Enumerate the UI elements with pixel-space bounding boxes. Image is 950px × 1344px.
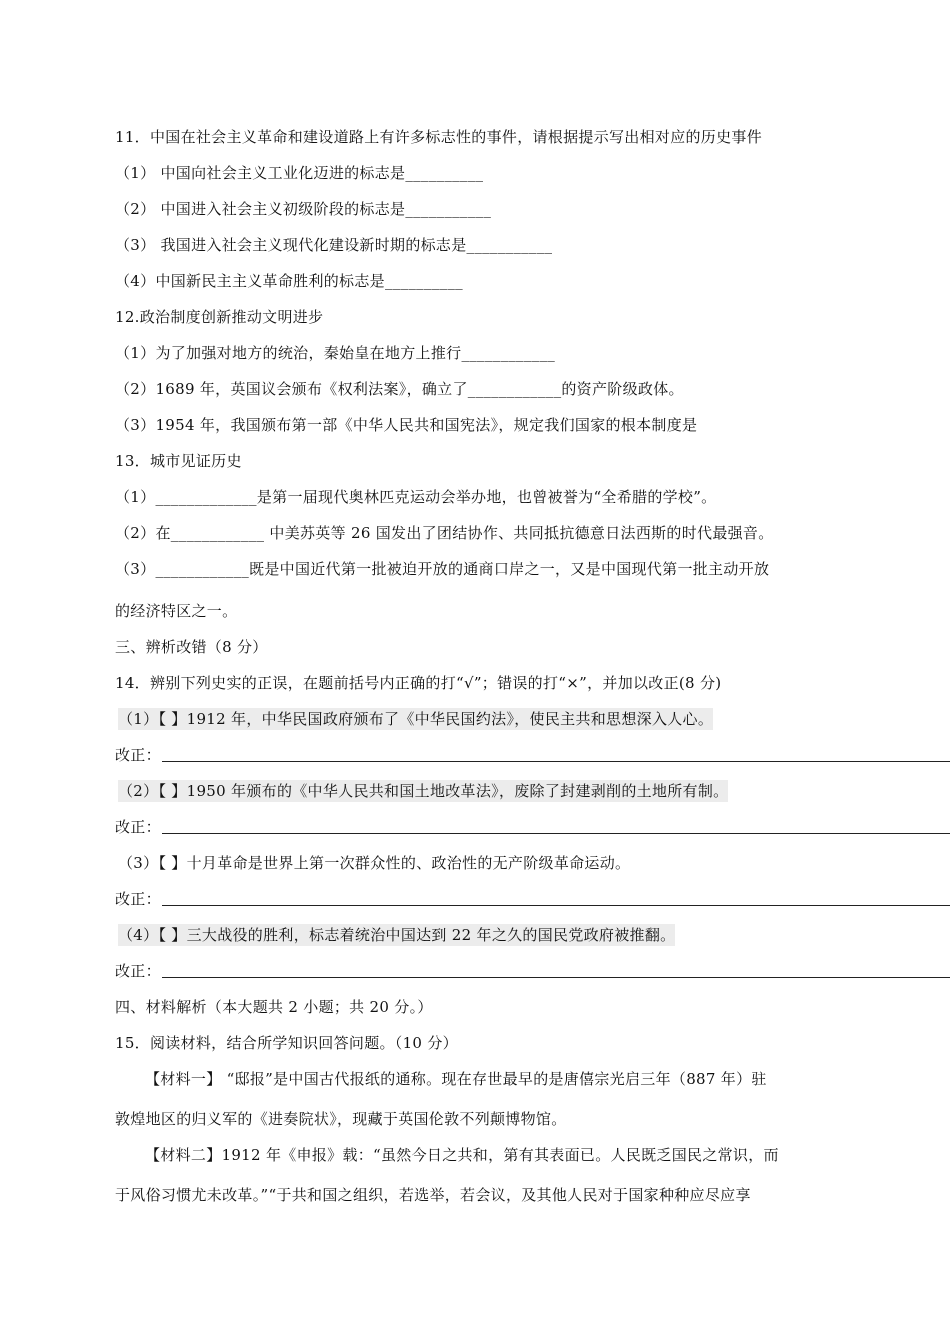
q14-stem: 14．辨别下列史实的正误，在题前括号内正确的打“√”；错误的打“×”，并加以改正(8 分) (115, 674, 722, 692)
q13-item-2: （2）在____________ 中美苏英等 26 国发出了团结协作、共同抵抗德意日法西斯的时代最强音。 (115, 524, 774, 542)
q15-stem: 15．阅读材料，结合所学知识回答问题。（10 分） (115, 1034, 458, 1052)
q13-item-3: （3）____________既是中国近代第一批被迫开放的通商口岸之一，又是中国现代第一批主动开放 (115, 560, 770, 578)
q14-correction-line-2[interactable] (162, 833, 950, 834)
q11-item-4: （4）中国新民主主义革命胜利的标志是__________ (115, 272, 463, 290)
material1-line-2: 敦煌地区的归义军的《进奏院状》，现藏于英国伦敦不列颠博物馆。 (115, 1110, 567, 1128)
q14-correction-line-1[interactable] (162, 761, 950, 762)
material2-line-1: 【材料二】1912 年《申报》载：“虽然今日之共和，第有其表面已。人民既乏国民之常识，而 (145, 1146, 779, 1164)
q14-correction-line-4[interactable] (162, 977, 950, 978)
q14-item-3: （3）【 】十月革命是世界上第一次群众性的、政治性的无产阶级革命运动。 (118, 854, 631, 872)
q12-item-3: （3）1954 年，我国颁布第一部《中华人民共和国宪法》，规定我们国家的根本制度是 (115, 416, 698, 434)
q13-item-1: （1）_____________是第一届现代奥林匹克运动会举办地，也曾被誉为“全希腊的学校”。 (115, 488, 717, 506)
q14-item-1: （1）【 】1912 年，中华民国政府颁布了《中华民国约法》，使民主共和思想深入人心。 (118, 710, 714, 728)
q11-item-2: （2） 中国进入社会主义初级阶段的标志是___________ (115, 200, 492, 218)
section3-heading: 三、辨析改错（8 分） (115, 638, 268, 656)
q14-item-4: （4）【 】三大战役的胜利，标志着统治中国达到 22 年之久的国民党政府被推翻。 (118, 926, 676, 944)
q13-stem: 13．城市见证历史 (115, 452, 242, 470)
q14-correction-label-4: 改正： (115, 962, 161, 980)
q13-item-3-cont: 的经济特区之一。 (115, 602, 238, 620)
q14-correction-label-3: 改正： (115, 890, 161, 908)
material1-line-1: 【材料一】 “邸报”是中国古代报纸的通称。现在存世最早的是唐僖宗光启三年（887 年）驻 (145, 1070, 767, 1088)
q14-correction-line-3[interactable] (162, 905, 950, 906)
q11-item-1: （1） 中国向社会主义工业化迈进的标志是__________ (115, 164, 484, 182)
q14-correction-label-2: 改正： (115, 818, 161, 836)
material2-line-2: 于风俗习惯尤未改革。”“于共和国之组织，若选举，若会议，及其他人民对于国家种种应尽应享 (115, 1186, 751, 1204)
q11-stem: 11．中国在社会主义革命和建设道路上有许多标志性的事件，请根据提示写出相对应的历史事件 (115, 128, 762, 146)
q14-correction-label-1: 改正： (115, 746, 161, 764)
q14-item-2: （2）【 】1950 年颁布的《中华人民共和国土地改革法》，废除了封建剥削的土地所有制。 (118, 782, 729, 800)
q12-item-2: （2）1689 年，英国议会颁布《权利法案》，确立了____________的资产阶级政体。 (115, 380, 684, 398)
section4-heading: 四、材料解析（本大题共 2 小题；共 20 分。） (115, 998, 433, 1016)
q11-item-3: （3） 我国进入社会主义现代化建设新时期的标志是___________ (115, 236, 553, 254)
q12-item-1: （1）为了加强对地方的统治，秦始皇在地方上推行____________ (115, 344, 556, 362)
q12-stem: 12.政治制度创新推动文明进步 (115, 308, 324, 326)
